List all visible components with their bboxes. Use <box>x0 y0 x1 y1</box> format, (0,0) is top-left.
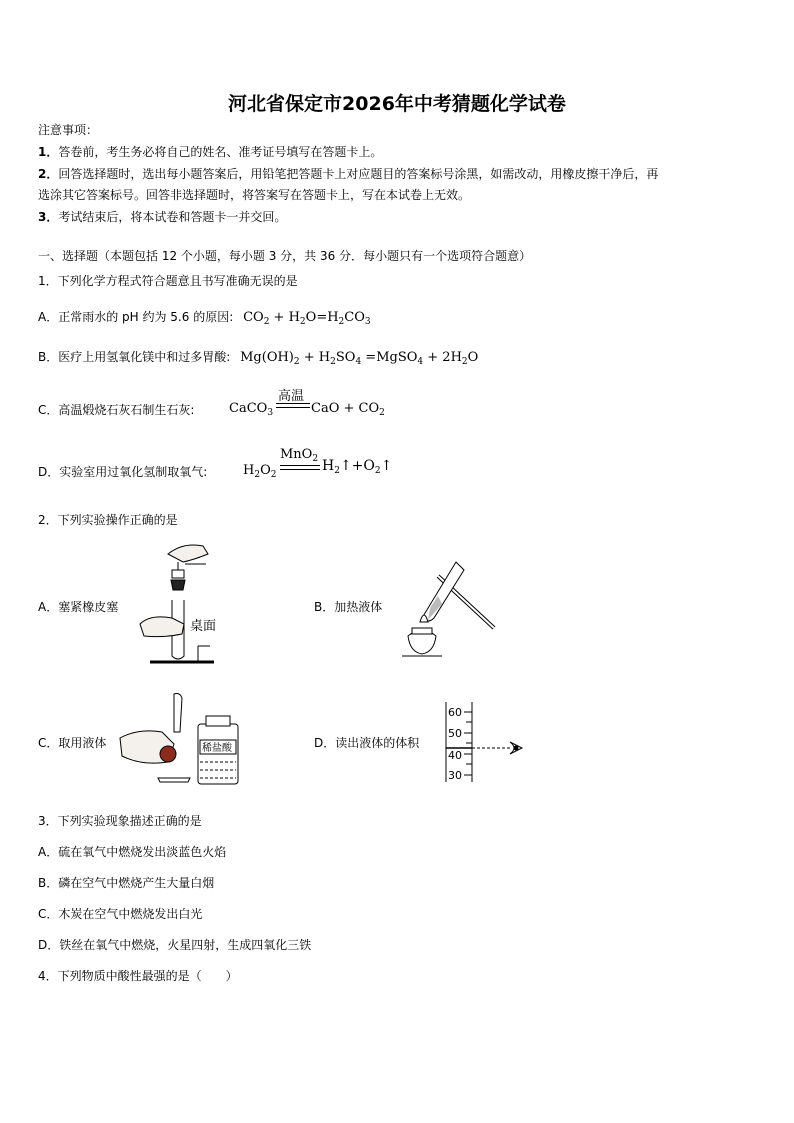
q1-option-d-label: D．实验室用过氧化氢制取氧气: <box>38 465 208 479</box>
question-2-stem: 2．下列实验操作正确的是 <box>38 513 178 527</box>
q2-option-b: B．加热液体 <box>314 600 383 614</box>
q3-option-d: D．铁丝在氧气中燃烧，火星四射，生成四氧化三铁 <box>38 938 312 952</box>
q2-option-c: C．取用液体 <box>38 736 107 750</box>
q1-option-b-label: B．医疗上用氢氧化镁中和过多胃酸: <box>38 350 231 364</box>
page-title: 河北省保定市2026年中考猜题化学试卷 <box>228 93 566 115</box>
q1-option-c-label: C．高温煅烧石灰石制生石灰: <box>38 403 195 417</box>
q1-option-a-formula: $CO_2 + H_2O=H_2CO_3$ <box>243 310 371 327</box>
q1-option-d-catalyst: MnO$_2$ <box>280 447 319 464</box>
q3-option-a: A．硫在氧气中燃烧发出淡蓝色火焰 <box>38 845 227 859</box>
q1-option-d-reactant: $H_2O_2$ <box>243 463 277 480</box>
question-1-stem: 1．下列化学方程式符合题意且书写准确无误的是 <box>38 274 298 288</box>
q1-option-a <box>38 308 371 327</box>
svg-text:60: 60 <box>448 706 462 719</box>
heating-liquid-image <box>398 556 498 662</box>
stopper-test-tube-image <box>138 540 228 670</box>
section-heading: 一、选择题（本题包括 12 个小题，每小题 3 分，共 36 分．每小题只有一个选项符合题意） <box>38 249 532 263</box>
notice-item-1: 1．答卷前，考生务必将自己的姓名、准考证号填写在答题卡上。 <box>38 145 383 159</box>
q1-option-c-condition: 高温 <box>278 389 305 404</box>
notice-item-3: 3．考试结束后，将本试卷和答题卡一并交回。 <box>38 210 287 224</box>
q1-option-b-formula: $Mg(OH)_2 + H_2SO_4$ =MgSO$_4$ + $2H_2O$ <box>240 350 479 367</box>
notice-item-2-line2: 选涂其它答案标号。回答非选择题时，将答案写在答题卡上，写在本试卷上无效。 <box>38 188 471 202</box>
q3-option-b: B．磷在空气中燃烧产生大量白烟 <box>38 876 215 890</box>
q1-option-b <box>38 348 478 367</box>
taking-liquid-image <box>118 692 244 794</box>
question-4-stem: 4．下列物质中酸性最强的是（ ） <box>38 969 238 983</box>
hydrochloric-acid-label: 稀盐酸 <box>202 743 232 754</box>
q2-option-a: A．塞紧橡皮塞 <box>38 600 119 614</box>
svg-text:30: 30 <box>448 769 462 782</box>
q1-option-c-products: CaO + $CO_2$ <box>311 401 385 418</box>
q1-option-c-equals <box>276 403 310 408</box>
desk-label: 桌面 <box>190 619 217 634</box>
q1-option-a-label: A．正常雨水的 pH 约为 5.6 的原因: <box>38 310 234 324</box>
graduated-cylinder-image <box>442 702 526 786</box>
q1-option-d-products: $H_2↑+O_2↑$ <box>322 458 393 476</box>
q3-option-c: C．木炭在空气中燃烧发出白光 <box>38 907 203 921</box>
question-3-stem: 3．下列实验现象描述正确的是 <box>38 814 202 828</box>
q2-option-d: D．读出液体的体积 <box>314 736 420 750</box>
notice-item-2-line1: 2．回答选择题时，选出每小题答案后，用铅笔把答题卡上对应题目的答案标号涂黑，如需改动，用橡皮擦干净后，再 <box>38 167 659 181</box>
svg-text:40: 40 <box>448 749 462 762</box>
q1-option-d-equals <box>280 465 320 470</box>
notice-heading: 注意事项： <box>38 123 99 137</box>
svg-text:50: 50 <box>448 727 462 740</box>
q1-option-c-reactant: CaCO$_3$ <box>229 401 274 418</box>
